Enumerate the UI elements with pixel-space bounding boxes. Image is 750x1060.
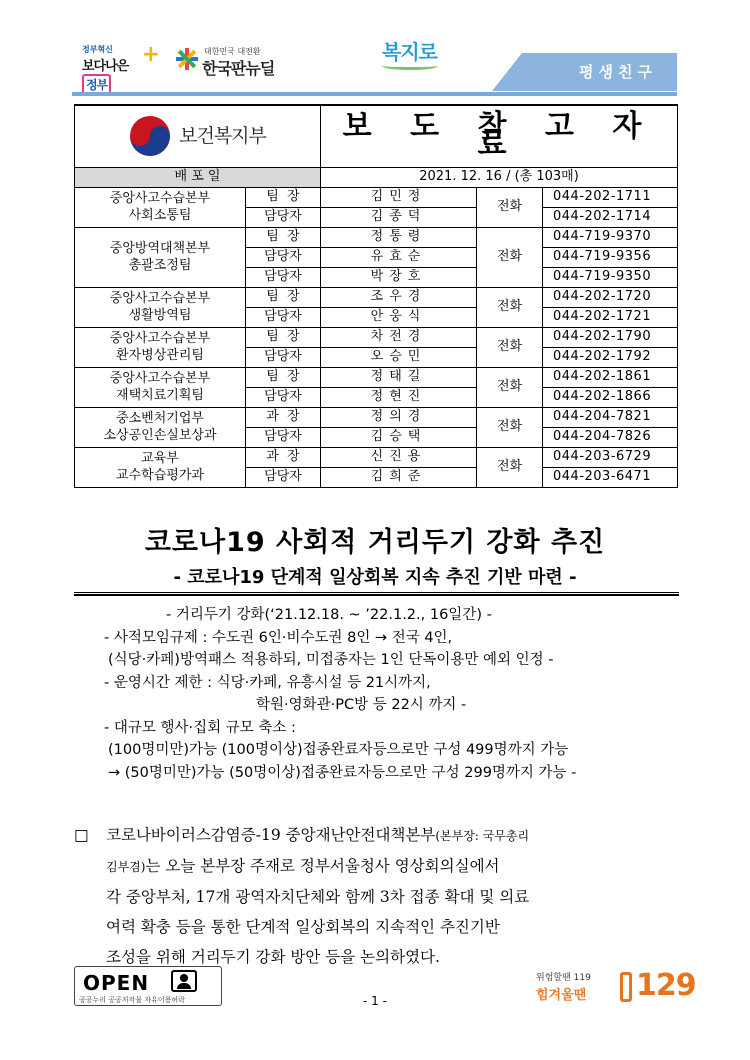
hotline-129-logo	[536, 968, 696, 1010]
page-subtitle: - 코로나19 단계적 일상회복 지속 추진 기반 마련 -	[173, 567, 577, 588]
distribution-label: 배 포 일	[75, 167, 321, 187]
phone-number-cell: 044-719-9356	[543, 247, 678, 267]
dept-line1: 중앙사고수습본부	[109, 291, 211, 306]
contact-row	[75, 327, 678, 347]
para-line: 각 중앙부처, 17개 광역자치단체와 함께 3차 접종 확대 및 의료	[106, 888, 530, 906]
phone-number-cell: 044-202-1866	[543, 387, 678, 407]
dept-cell	[75, 367, 246, 407]
para-line: 는 오늘 본부장 주재로 정부서울청사 영상회의실에서	[145, 857, 500, 875]
phone-number-cell: 044-719-9350	[543, 267, 678, 287]
gov-logo-line1: 정부혁신	[82, 45, 113, 54]
measures-head: - 거리두기 강화(‘21.12.18. ~ ’22.1.2., 16일간) -	[166, 607, 492, 623]
distribution-value: 2021. 12. 16 / (총 103매)	[321, 167, 678, 187]
phone-label-cell: 전화	[477, 287, 543, 327]
gov-logo-line2a: 보다나은	[82, 59, 129, 74]
dept-cell	[75, 327, 246, 367]
phone-number-cell: 044-719-9370	[543, 227, 678, 247]
phone-label-cell: 전화	[477, 447, 543, 487]
measures-box	[96, 604, 686, 784]
swoosh-icon	[382, 62, 438, 70]
attribution-icon	[171, 970, 197, 992]
dept-line1: 중앙방역대책본부	[109, 241, 211, 256]
role-cell: 담당자	[246, 267, 321, 287]
contact-row	[75, 447, 678, 467]
name-cell: 정현진	[321, 387, 477, 407]
contact-row	[75, 407, 678, 427]
phone-number-cell: 044-204-7826	[543, 427, 678, 447]
para-line: 여력 확충 등을 통한 단계적 일상회복의 지속적인 추진기반	[106, 918, 500, 936]
name-cell: 박장호	[321, 267, 477, 287]
phone-label-cell: 전화	[477, 327, 543, 367]
name-cell: 조우경	[321, 287, 477, 307]
dept-line1: 교육부	[141, 451, 179, 466]
role-cell: 담당자	[246, 307, 321, 327]
measures-line: - 사적모임규제 : 수도권 6인·비수도권 8인 → 전국 4인,	[104, 629, 453, 646]
phone-icon	[620, 972, 632, 1002]
phone-label-cell: 전화	[477, 227, 543, 287]
pinwheel-icon	[176, 48, 198, 70]
dept-line2: 사회소통팀	[128, 208, 192, 223]
dept-cell	[75, 227, 246, 287]
para-small: 김부겸)	[106, 860, 146, 874]
gov-logo-line2b: 정부	[82, 74, 111, 95]
dept-line1: 중앙사고수습본부	[109, 331, 211, 346]
plus-icon: +	[141, 42, 160, 67]
name-cell: 차전경	[321, 327, 477, 347]
ministry-logo-cell	[75, 105, 321, 167]
dept-cell	[75, 407, 246, 447]
korean-new-deal-logo	[176, 44, 316, 78]
ministry-name: 보건복지부	[179, 125, 266, 148]
phone-number-cell: 044-202-1792	[543, 347, 678, 367]
contact-row	[75, 187, 678, 207]
name-cell: 정의경	[321, 407, 477, 427]
bullet-box-icon: □	[74, 826, 89, 844]
hotline-line2: 힘겨울땐	[536, 988, 587, 1003]
name-cell: 김승택	[321, 427, 477, 447]
role-cell: 과 장	[246, 407, 321, 427]
taegeuk-icon	[129, 115, 171, 157]
name-cell: 유효순	[321, 247, 477, 267]
doc-type-title: 보 도 참 고 자 료	[321, 105, 678, 167]
para-line: 코로나바이러스감염증-19 중앙재난안전대책본부	[106, 826, 436, 844]
dept-line2: 소상공인손실보상과	[103, 428, 217, 443]
phone-number-cell: 044-204-7821	[543, 407, 678, 427]
open-text: OPEN	[83, 971, 150, 995]
dept-cell	[75, 287, 246, 327]
phone-label-cell: 전화	[477, 407, 543, 447]
role-cell: 담당자	[246, 387, 321, 407]
dept-line2: 환자병상관리팀	[116, 348, 204, 363]
gov-innovation-logo	[82, 42, 160, 92]
dept-line1: 중앙사고수습본부	[109, 191, 211, 206]
name-cell: 정통령	[321, 227, 477, 247]
dept-line1: 중앙사고수습본부	[109, 371, 211, 386]
newdeal-line2: 한국판뉴딜	[202, 59, 275, 78]
measures-line: (100명미만)가능 (100명이상)접종완료자등으로만 구성 499명까지 가능	[108, 742, 569, 758]
name-cell: 안웅식	[321, 307, 477, 327]
hotline-number: 129	[636, 968, 696, 1003]
phone-number-cell: 044-202-1714	[543, 207, 678, 227]
dept-line2: 생활방역팀	[128, 308, 192, 323]
para-small: (본부장: 국무총리	[435, 829, 530, 843]
role-cell: 팀 장	[246, 287, 321, 307]
phone-number-cell: 044-203-6471	[543, 467, 678, 487]
contact-table	[74, 104, 678, 488]
role-cell: 담당자	[246, 247, 321, 267]
phone-label-cell: 전화	[477, 187, 543, 227]
measures-line: - 대규모 행사·집회 규모 축소 :	[104, 719, 296, 736]
measures-line: - 운영시간 제한 : 식당·카페, 유흥시설 등 21시까지,	[104, 674, 431, 691]
page-title: 코로나19 사회적 거리두기 강화 추진	[144, 527, 606, 558]
role-cell: 팀 장	[246, 367, 321, 387]
open-sub: 공공누리 공공저작물 자유이용허락	[79, 996, 185, 1004]
role-cell: 팀 장	[246, 327, 321, 347]
para-line: 조성을 위해 거리두기 강화 방안 등을 논의하였다.	[106, 948, 440, 966]
phone-label-cell: 전화	[477, 367, 543, 407]
role-cell: 과 장	[246, 447, 321, 467]
name-cell: 김희준	[321, 467, 477, 487]
name-cell: 김민정	[321, 187, 477, 207]
role-cell: 팀 장	[246, 227, 321, 247]
phone-number-cell: 044-202-1790	[543, 327, 678, 347]
name-cell: 오승민	[321, 347, 477, 367]
banner-label: 평생친구	[579, 63, 657, 81]
body-paragraph	[74, 820, 684, 972]
newdeal-line1: 대한민국 대전환	[204, 47, 261, 56]
phone-number-cell: 044-202-1720	[543, 287, 678, 307]
dept-cell	[75, 447, 246, 487]
phone-number-cell: 044-202-1721	[543, 307, 678, 327]
dept-line2: 재택치료기획팀	[116, 388, 204, 403]
title-rule	[74, 592, 679, 596]
phone-number-cell: 044-202-1861	[543, 367, 678, 387]
role-cell: 담당자	[246, 347, 321, 367]
phone-number-cell: 044-203-6729	[543, 447, 678, 467]
name-cell: 신진용	[321, 447, 477, 467]
page-number: - 1 -	[363, 994, 387, 1008]
measures-line: (식당·카페)방역패스 적용하되, 미접종자는 1인 단독이용만 예외 인정 -	[108, 652, 554, 668]
dept-line2: 교수학습평가과	[116, 468, 204, 483]
bokjiro-text: 복지로	[382, 40, 437, 64]
measures-line: 학원·영화관·PC방 등 22시 까지 -	[256, 697, 467, 713]
name-cell: 정태길	[321, 367, 477, 387]
contact-row	[75, 367, 678, 387]
name-cell: 김종덕	[321, 207, 477, 227]
lifelong-friend-banner	[492, 53, 677, 91]
role-cell: 담당자	[246, 427, 321, 447]
header-rule	[72, 92, 677, 96]
role-cell: 담당자	[246, 467, 321, 487]
contact-row	[75, 227, 678, 247]
dept-cell	[75, 187, 246, 227]
role-cell: 담당자	[246, 207, 321, 227]
contact-row	[75, 287, 678, 307]
bokjiro-logo	[382, 36, 442, 72]
measures-line: → (50명미만)가능 (50명이상)접종완료자등으로만 구성 299명까지 가능 -	[108, 764, 577, 781]
phone-number-cell: 044-202-1711	[543, 187, 678, 207]
hotline-line1: 위험할땐 119	[536, 973, 591, 983]
dept-line2: 총괄조정팀	[128, 258, 192, 273]
dept-line1: 중소벤처기업부	[116, 411, 204, 426]
role-cell: 팀 장	[246, 187, 321, 207]
